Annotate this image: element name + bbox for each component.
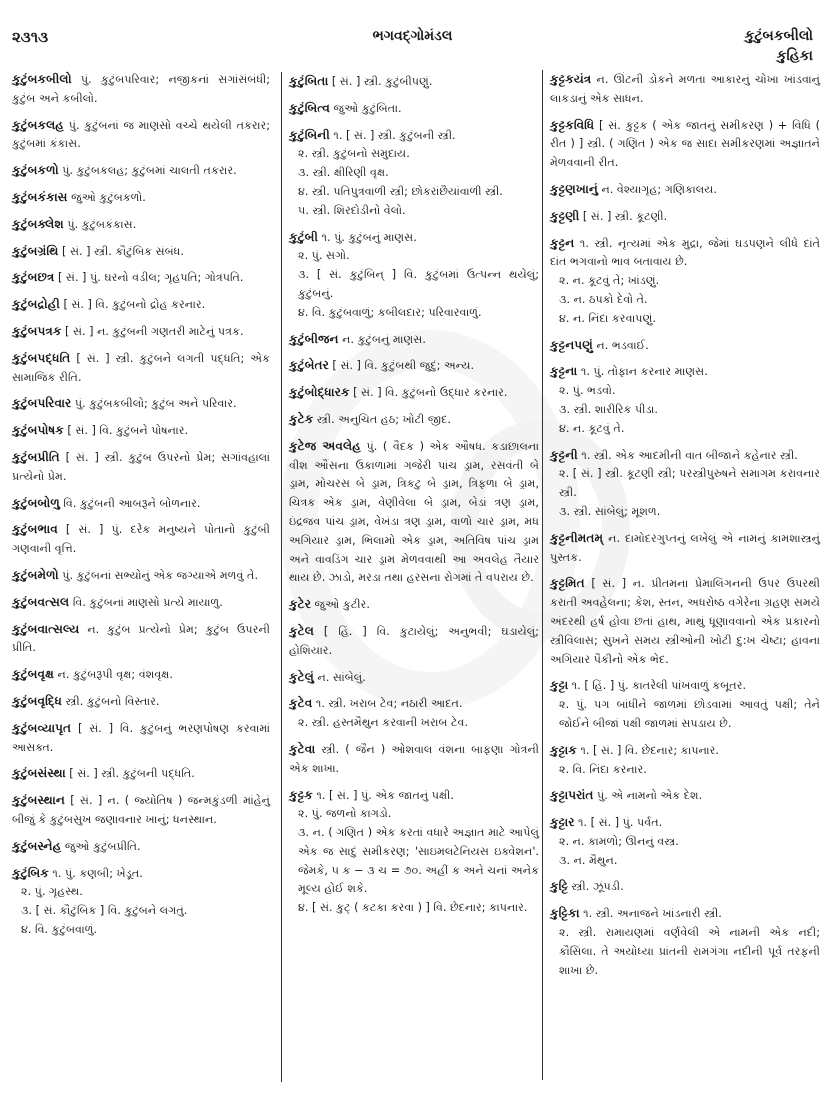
entry-definition xyxy=(12,719,270,758)
dictionary-entry xyxy=(289,99,539,119)
dictionary-entry xyxy=(550,362,820,438)
definition-text: પું. એ નામનો એક દેશ. xyxy=(593,789,703,803)
sense: ૨. પું. જળનો કાગડો. xyxy=(298,807,392,821)
definition-text: પું. કુટુંબનાં જ માણસો વચ્ચે થયેલી તકરાર; કુટુંબમાં કંકાસ. xyxy=(12,118,270,151)
definition-text: [ સં. ] વિ. કુટુંબથી જુદું; અન્ય. xyxy=(328,359,475,373)
dictionary-entry xyxy=(550,116,820,173)
entry-definition xyxy=(12,566,270,586)
definition-text: ન. કુટુંબરૂપી વૃક્ષ; વંશવૃક્ષ. xyxy=(53,668,173,682)
dictionary-entry xyxy=(12,494,270,514)
headword: કુટુંબપત્રક xyxy=(12,323,62,338)
definition-text: ૧. પું. તોફાન કરનાર માણસ. xyxy=(577,365,708,379)
entry-definition xyxy=(12,295,270,315)
dictionary-entry xyxy=(289,228,539,323)
headword: કુટ્ટનીમતમ્ xyxy=(550,530,604,545)
entry-definition xyxy=(289,383,539,403)
headword: કુટુંબપરિવાર xyxy=(12,396,72,411)
definition-text: જુઓ કુટુંબકળો. xyxy=(67,190,146,204)
dictionary-entry xyxy=(550,741,820,780)
sense: ૨. ન. કામળો; ઊનનું વસ્ત્ર. xyxy=(559,834,679,848)
definition-text: પું. કુટુંબકબીલો; કુટુંબ અને પરિવાર. xyxy=(71,397,237,411)
entry-definition xyxy=(12,322,270,342)
sense: ૪. ન. નિંદા કરવાપણું. xyxy=(559,311,656,325)
headword: કુટુંબિક xyxy=(12,865,49,880)
headword: કુટ્ટિ xyxy=(550,879,568,894)
definition-text: પું. કુટુંબપરિવાર; નજીકનાં સગાંસંબંધી; કુટુંબ અને કબીલો. xyxy=(12,73,270,105)
dictionary-entry xyxy=(12,116,270,155)
guide-words xyxy=(745,26,814,66)
sense: ૩. [ સં. કુટુંબિન્ ] વિ. કુટુંબમાં ઉત્પન્ન થયેલું; કુટુંબનું. xyxy=(298,268,539,300)
definition-text: ૧. [ સં. ] વિ. છેદનાર; કાપનાર. xyxy=(576,743,719,757)
entry-definition xyxy=(12,349,270,388)
definition-text: ૧. [ સં. ] પું. પર્વત. xyxy=(574,816,663,830)
dictionary-entry xyxy=(12,161,270,181)
sense: ૩. સ્ત્રી. ક્ષીરિણી વૃક્ષ. xyxy=(298,166,389,180)
headword: કુટેવા xyxy=(289,741,316,756)
definition-text: પું. કુટુંબકલહ; કુટુંબમાં ચાલતી તકરાર. xyxy=(58,164,237,178)
headword: કુટુંબવ્યાપૃત xyxy=(12,720,72,735)
dictionary-entry xyxy=(289,668,539,688)
dictionary-entry xyxy=(289,126,539,221)
headword: કુટ્ટણખાનું xyxy=(550,181,598,196)
dictionary-entry xyxy=(289,595,539,615)
entry-definition xyxy=(289,410,539,430)
dictionary-entry xyxy=(289,330,539,350)
column-2 xyxy=(281,72,539,1082)
dictionary-entry xyxy=(12,322,270,342)
definition-text: [ સં. ] સ્ત્રી. કુટુંબને લગતી પદ્ધતિ; એક સામાજિક રીતિ. xyxy=(12,351,270,384)
headword: કુટુંબવાત્સલ્ય xyxy=(12,621,80,636)
dictionary-entry xyxy=(12,620,270,659)
definition-text: પું. કુટુંબનાં સભ્યોનું એક જગ્યાએ મળવું તે. xyxy=(58,568,259,582)
entry-definition xyxy=(550,786,820,806)
dictionary-entry xyxy=(12,421,270,441)
sense: ૪. ન. કૂટવું તે. xyxy=(559,421,625,435)
headword: કુટુંબિત્વ xyxy=(289,100,330,115)
headword: કુટુંબમેળો xyxy=(12,567,59,582)
headword: કુટુંબિતા xyxy=(289,74,329,88)
headword: કુટ્ટાક xyxy=(550,742,577,757)
entry-definition xyxy=(12,620,270,659)
entry-definition xyxy=(550,180,820,200)
entry-definition xyxy=(12,161,270,181)
guide-word-first: કુટુંબકબીલો xyxy=(744,28,813,44)
dictionary-entry xyxy=(12,566,270,586)
entry-definition xyxy=(12,593,270,613)
dictionary-entry xyxy=(12,295,270,315)
dictionary-entry xyxy=(12,448,270,487)
dictionary-entry xyxy=(550,446,820,522)
headword: કુટુંબકંકાસ xyxy=(12,189,68,204)
definition-text: ૧. સ્ત્રી. અનાજને ખાંડનારી સ્ત્રી. xyxy=(579,907,722,921)
sense: ૩. સ્ત્રી. શારીરિક પીડા. xyxy=(559,402,658,416)
entry-definition xyxy=(289,668,539,688)
dictionary-entry xyxy=(12,215,270,235)
dictionary-entry xyxy=(550,336,820,356)
dictionary-entry xyxy=(12,791,270,830)
sense: ૩. [ સં. કૌટુંબિક ] વિ. કુટુંબને લગતું. xyxy=(21,904,188,918)
sense: ૩. સ્ત્રી. સાંબેલું; મૂશળ. xyxy=(559,504,661,518)
sense: ૨. [ સં. ] સ્ત્રી. કૂટણી સ્ત્રી; પરસ્ત્રીપુરુષને સમાગમ કરાવનાર સ્ત્રી. xyxy=(559,467,820,500)
headword: કુટેલ xyxy=(289,623,314,638)
dictionary-entry xyxy=(12,764,270,784)
definition-text: [ સં. ] ન. કુટુંબની ગણતરી માટેનું પત્રક. xyxy=(61,324,244,338)
dictionary-entry xyxy=(550,813,820,870)
sense: ૨. ન. કૂટવું તે; ખાંડણું. xyxy=(559,274,660,288)
definition-text: ૧. સ્ત્રી. નૃત્યમાં એક મુદ્રા, જેમાં ઘડપણને લીધે દાંતે દાંત ભગવાનો ભાવ બતાવાય છે. xyxy=(550,236,820,269)
sense: ૨. સ્ત્રી. રામાયણમાં વર્ણવેલી એ નામની એક નદી; કૌસિલા. તે અયોધ્યા પ્રાંતની રામગંગા નદીની પૂર્વ તરફની શાખા છે. xyxy=(559,926,820,977)
entry-definition xyxy=(12,692,270,712)
definition-text: સ્ત્રી. ( જૈન ) ઓશવાલ વંશના બાફણા ગોત્રની એક શાખા. xyxy=(289,742,539,775)
entry-definition xyxy=(550,234,820,273)
sense: ૨. પું. ગૃહસ્થ. xyxy=(21,885,83,899)
definition-text: ન. ભડવાઈ. xyxy=(592,338,649,352)
definition-text: ૧. [ સં. ] પું. એક જાતનું પક્ષી. xyxy=(312,788,454,802)
headword: કુટુંબછત્ર xyxy=(12,270,55,285)
sense: ૨. સ્ત્રી. હસ્તમૈથુન કરવાની ખરાબ ટેવ. xyxy=(298,716,469,730)
dictionary-entry xyxy=(12,242,270,262)
dictionary-entry xyxy=(550,786,820,806)
definition-text: ન. કુટુંબ પ્રત્યેનો પ્રેમ; કુટુંબ ઉપરની પ્રીતિ. xyxy=(12,622,270,655)
entry-definition xyxy=(12,791,270,830)
page-header xyxy=(0,22,825,64)
dictionary-entry xyxy=(550,180,820,200)
definition-text: ન. ઊંટની ડોકને મળતા આકારનું ચોખા ખાંડવાનું લાકડાનું એક સાધન. xyxy=(550,73,820,105)
headword: કુટુંબસંસ્થા xyxy=(12,766,66,781)
definition-text: [ સં. કુટ્ટક ( એક જાતનું સમીકરણ ) + વિધિ ( રીત ) ] સ્ત્રી. ( ગણિત ) એક જ સાદા સમીકરણમાં અજ્ઞાતને મેળવવાની રીત. xyxy=(550,118,820,170)
entry-definition xyxy=(289,330,539,350)
headword: કુટ્ટકવિધિ xyxy=(550,117,595,132)
definition-text: ન. દામોદરગુપ્તનું લખેલું એ નામનું કામશાસ્ત્રનું પુસ્તક. xyxy=(550,531,820,564)
headword: કુટેક xyxy=(289,411,314,426)
sense: ૨. પું. પગ બાંધીને જાળમાં છોડવામાં આવતું પક્ષી; તેને જોઈને બીજાં પક્ષી જાળમાં સપડાય છે. xyxy=(559,698,820,730)
headword: કુટેજ અવલેહ xyxy=(289,438,361,453)
dictionary-entry xyxy=(289,740,539,779)
definition-text: વિ. કુટુંબનાં માણસો પ્રત્યે માયાળુ. xyxy=(69,595,223,609)
entry-definition xyxy=(289,595,539,615)
definition-text: જુઓ કુટીર. xyxy=(311,598,370,612)
headword: કુટુંબબોળુ xyxy=(12,495,60,510)
headword: કુટુંબગ્રંથિ xyxy=(12,243,59,258)
entry-definition xyxy=(550,336,820,356)
entry-definition xyxy=(289,786,539,806)
dictionary-entry xyxy=(12,188,270,208)
entry-definition xyxy=(550,676,820,696)
headword: કુટુંબી xyxy=(289,229,318,244)
headword: કુટુંબવત્સલ xyxy=(12,594,70,609)
entry-definition xyxy=(12,394,270,414)
headword: કુટ્ટિકા xyxy=(550,906,580,921)
dictionary-entry xyxy=(12,665,270,685)
entry-definition xyxy=(289,437,539,588)
entry-definition xyxy=(550,116,820,173)
headword: કુટુંબપોષક xyxy=(12,423,64,438)
definition-text: ન. કુટુંબનું માણસ. xyxy=(338,332,426,346)
entry-definition xyxy=(550,904,820,924)
dictionary-entry xyxy=(550,207,820,227)
entry-definition xyxy=(289,740,539,779)
dictionary-entry xyxy=(289,356,539,376)
definition-text: [ સં. ] વિ. કુટુંબનું ભરણપોષણ કરવામાં આસક્ત. xyxy=(12,721,270,754)
guide-word-last: કુહિકા xyxy=(776,48,813,64)
definition-text: [ સં. ] સ્ત્રી. કુટુંબ ઉપરનો પ્રેમ; સગાંવહાલાં પ્રત્યેનો પ્રેમ. xyxy=(12,450,270,483)
headword: કુટ્ટમિત xyxy=(550,576,585,591)
definition-text: ૧. [ હિં. ] પું. કાતરેલી પાંખવાળું કબૂતર. xyxy=(568,679,747,693)
headword: કુટુંબસ્થાન xyxy=(12,793,65,808)
definition-text: સ્ત્રી. અનુચિત હઠ; ખોટી જીદ. xyxy=(313,412,451,426)
dictionary-entry xyxy=(550,574,820,669)
definition-text: [ સં. ] સ્ત્રી. કુટુંબીપણું. xyxy=(328,75,433,88)
dictionary-entry xyxy=(12,520,270,559)
definition-text: [ સં. ] વિ. કુટુંબને પોષનાર. xyxy=(63,424,189,438)
definition-text: વિ. કુટુંબની આબરૂને બોળનાર. xyxy=(59,496,201,510)
dictionary-entry xyxy=(12,837,270,857)
dictionary-entry xyxy=(12,593,270,613)
definition-text: ન. વેશ્યાગૃહ; ગણિકાલય. xyxy=(597,182,717,196)
headword: કુટુંબકળો xyxy=(12,163,59,178)
dictionary-entry xyxy=(289,786,539,919)
entry-definition xyxy=(12,268,270,288)
definition-text: પું. કુટુંબકંકાસ. xyxy=(63,217,137,231)
entry-definition xyxy=(289,694,539,714)
entry-definition xyxy=(289,356,539,376)
entry-definition xyxy=(550,813,820,833)
dictionary-entry xyxy=(289,410,539,430)
definition-text: [ સં. ] ન. ( જ્યોતિષ ) જન્મકુંડળી માંહેનું બીજું કે કુટુંબસુખ જણાવનાર ખાનું; ધનસ્થાન. xyxy=(12,794,270,826)
headword: કુટ્ટાપરાંત xyxy=(550,788,594,803)
dictionary-entry xyxy=(550,676,820,733)
definition-text: જુઓ કુટુંબિતા. xyxy=(329,101,402,115)
headword: કુટુંબેતર xyxy=(289,358,329,373)
dictionary-entry xyxy=(12,719,270,758)
sense: ૩. ન. ( ગણિત ) એક કરતાં વધારે અજ્ઞાત માટે આપેલું એક જ સાદું સમીકરણ; 'સાઇમલટેનિયસ ઇક્વેશન'. જેમકે, ૫ ક − ૩ ચ = ૭૦. અહીં ક અને ચનાં અનેક મૂલ્ય હોઈ શકે. xyxy=(298,826,539,896)
definition-text: [ સં. ] વિ. કુટુંબનો દ્રોહ કરનાર. xyxy=(59,298,206,312)
headword: કુટ્ટક xyxy=(289,787,313,802)
dictionary-entry xyxy=(12,349,270,388)
headword: કુટુંબિની xyxy=(289,127,330,142)
headword: કુટ્ટકયંત્ર xyxy=(550,72,592,86)
sense: ૪. સ્ત્રી. પતિપુત્રવાળી સ્ત્રી; છોકરાંછૈયાંવાળી સ્ત્રી. xyxy=(298,184,503,198)
dictionary-entry xyxy=(12,394,270,414)
entry-definition xyxy=(550,70,820,109)
definition-text: ૧. પું. કણબી; ખેડૂત. xyxy=(48,866,143,880)
sense: ૪. વિ. કુટુંબવાળું. xyxy=(21,922,98,936)
entry-definition xyxy=(550,362,820,382)
entry-definition xyxy=(550,574,820,669)
entry-definition xyxy=(550,741,820,761)
definition-text: [ સં. ] પું. દરેક મનુષ્યને પોતાનો કુટુંબી ગણવાની વૃત્તિ. xyxy=(12,523,270,556)
entry-definition xyxy=(12,421,270,441)
dictionary-entry xyxy=(550,529,820,568)
entry-definition xyxy=(289,99,539,119)
definition-text: જુઓ કુટુંબપ્રીતિ. xyxy=(61,839,141,853)
entry-definition xyxy=(550,877,820,897)
column-3 xyxy=(542,70,820,1080)
definition-text: [ સં. ] સ્ત્રી. કુટુંબની પદ્ધતિ. xyxy=(65,767,195,781)
dictionary-entry xyxy=(12,864,270,940)
headword: કુટુંબકબીલો xyxy=(12,72,72,86)
definition-text: સ્ત્રી. કુટુંબનો વિસ્તાર. xyxy=(61,694,160,708)
headword: કુટેલું xyxy=(289,669,314,684)
dictionary-columns xyxy=(0,70,825,1090)
entry-definition xyxy=(12,70,270,109)
entry-definition xyxy=(12,188,270,208)
dictionary-title: ભગવદ્ગોમંડલ xyxy=(372,28,453,44)
page-number: ૨૩૧૩ xyxy=(12,28,49,46)
dictionary-entry xyxy=(550,904,820,980)
entry-definition xyxy=(12,520,270,559)
entry-definition xyxy=(12,242,270,262)
entry-definition xyxy=(289,72,539,92)
entry-definition xyxy=(550,529,820,568)
dictionary-entry xyxy=(289,383,539,403)
entry-definition xyxy=(12,864,270,884)
headword: કુટેવ xyxy=(289,696,313,711)
headword: કુટુંબોદ્ધારક xyxy=(289,385,350,400)
entry-definition xyxy=(12,837,270,857)
headword: કુટ્ટન xyxy=(550,235,575,250)
definition-text: સ્ત્રી. ઝૂંપડી. xyxy=(567,880,624,894)
sense: ૨. પું. સગો. xyxy=(298,249,350,263)
headword: કુટ્ટણી xyxy=(550,208,580,223)
entry-definition xyxy=(12,764,270,784)
definition-text: [ સં. ] વિ. કુટુંબનો ઉદ્ધાર કરનાર. xyxy=(349,386,508,400)
definition-text: પું. ( વૈદક ) એક ઔષધ. કડાછાલના વીશ ઔંસના ઉકાળામાં ગજેરી પાંચ ડ્રામ, રસવંતી બે ડ્રામ, મોચરસ બે ડ્રામ, ત્રિકટુ બે ડ્રામ, ત્રિફળા બે ડ્રામ, ચિત્રક એક ડ્રામ, વેણીવેલા બે ડ્રામ, બેડાં ત્રણ ડ્રામ, ઇંદ્રજવ પાંચ ડ્રામ, વેખંડા ત્રણ ડ્રામ, વાળો ચાર ડ્રામ, મધ અગિયાર ડ્રામ, ભિલામો એક ડ્રામ, અતિવિષ પાંચ ડ્રામ અને વાવડિંગ ચાર ડ્રામ મેળવવાથી આ અવલેહ તૈયાર થાય છે. ઝાડો, મરડા તથા હરસના રોગમાં તે વપરાય છે. xyxy=(289,439,539,585)
sense: ૩. ન. ઠપકો દેવો તે. xyxy=(559,292,648,306)
sense: ૩. ન. મૈથુન. xyxy=(559,853,618,867)
dictionary-entry xyxy=(289,72,539,92)
definition-text: [ સં. ] સ્ત્રી. કૌટુંબિક સંબંધ. xyxy=(58,244,184,258)
dictionary-entry xyxy=(12,692,270,712)
headword: કુટુંબીજન xyxy=(289,331,339,346)
dictionary-entry xyxy=(550,70,820,109)
headword: કુટુંબસ્નેહ xyxy=(12,838,62,853)
entry-definition xyxy=(12,215,270,235)
headword: કુટ્ટાર xyxy=(550,815,575,830)
headword: કુટુંબભાવ xyxy=(12,522,58,537)
dictionary-entry xyxy=(289,622,539,661)
sense: ૨. પું. ભડવો. xyxy=(559,384,616,398)
headword: કુટેર xyxy=(289,597,311,612)
headword: કુટુંબપ્રીતિ xyxy=(12,449,60,464)
definition-text: [ હિં. ] વિ. કુટાયેલું; અનુભવી; ઘડાયેલું; હોશિયાર. xyxy=(289,624,539,657)
sense: ૪. [ સં. કુટ્ ( કટકા કરવા ) ] વિ. છેદનાર; કાપનાર. xyxy=(298,901,528,915)
dictionary-entry xyxy=(289,437,539,588)
dictionary-entry xyxy=(12,268,270,288)
headword: કુટ્ટના xyxy=(550,364,578,379)
sense: ૪. વિ. કુટુંબવાળું; કબીલદાર; પરિવારવાળું. xyxy=(298,305,482,319)
headword: કુટ્ટનપણું xyxy=(550,337,593,352)
headword: કુટુંબપદ્ધતિ xyxy=(12,350,71,365)
headword: કુટ્ટા xyxy=(550,678,569,693)
dictionary-entry xyxy=(289,694,539,733)
definition-text: [ સં. ] પું. ઘરનો વડીલ; ગૃહપતિ; ગોત્રપતિ. xyxy=(54,271,244,285)
definition-text: ૧. [ સં. ] સ્ત્રી. કુટુંબની સ્ત્રી. xyxy=(329,128,456,142)
headword: કુટુંબવૃદ્ધિ xyxy=(12,693,62,708)
definition-text: ન. સાંબેલું. xyxy=(313,670,366,684)
entry-definition xyxy=(289,622,539,661)
entry-definition xyxy=(12,116,270,155)
dictionary-entry xyxy=(12,70,270,109)
entry-definition xyxy=(550,446,820,466)
entry-definition xyxy=(12,494,270,514)
entry-definition xyxy=(550,207,820,227)
headword: કુટ્ટની xyxy=(550,447,578,462)
definition-text: ૧. સ્ત્રી. ખરાબ ટેવ; નઠારી આદત. xyxy=(312,697,463,711)
dictionary-entry xyxy=(550,234,820,329)
headword: કુટુંબવૃક્ષ xyxy=(12,667,54,682)
entry-definition xyxy=(12,448,270,487)
sense: ૨. વિ. નિંદા કરનાર. xyxy=(559,762,647,776)
definition-text: [ સં. ] સ્ત્રી. કૂટણી. xyxy=(579,209,668,223)
headword: કુટુંબક્લેશ xyxy=(12,216,64,231)
definition-text: ૧. સ્ત્રી. એક આદમીની વાત બીજાને કહેનાર સ્ત્રી. xyxy=(577,448,798,462)
column-1 xyxy=(12,70,270,1080)
sense: ૨. સ્ત્રી. કુટુંબનો સમુદાય. xyxy=(298,147,410,161)
headword: કુટુંબદ્રોહી xyxy=(12,297,60,312)
definition-text: [ સં. ] ન. પ્રીતમના પ્રેમાલિંગનની ઉપર ઉપરથી કરાતી અવહેલના; કેશ, સ્તન, અધરોષ્ઠ વગેરેના ગ્રહણ સમયે અંદરથી હર્ષ હોવા છતાં હાથ, માથું ધૂણાવવાનો એક પ્રકારનો સ્ત્રીવિલાસ; સુખને સમય સ્ત્રીઓની ખોટી દુ:ખ ચેષ્ટા; હાવના અગિયાર પૈકીનો એક ભેદ. xyxy=(550,577,820,666)
sense: ૫. સ્ત્રી. શિરદોડીનો વેલો. xyxy=(298,203,406,217)
entry-definition xyxy=(289,228,539,248)
dictionary-entry xyxy=(550,877,820,897)
entry-definition xyxy=(289,126,539,146)
headword: કુટુંબકલહ xyxy=(12,117,64,132)
entry-definition xyxy=(12,665,270,685)
definition-text: ૧. પું. કુટુંબનું માણસ. xyxy=(317,230,417,244)
